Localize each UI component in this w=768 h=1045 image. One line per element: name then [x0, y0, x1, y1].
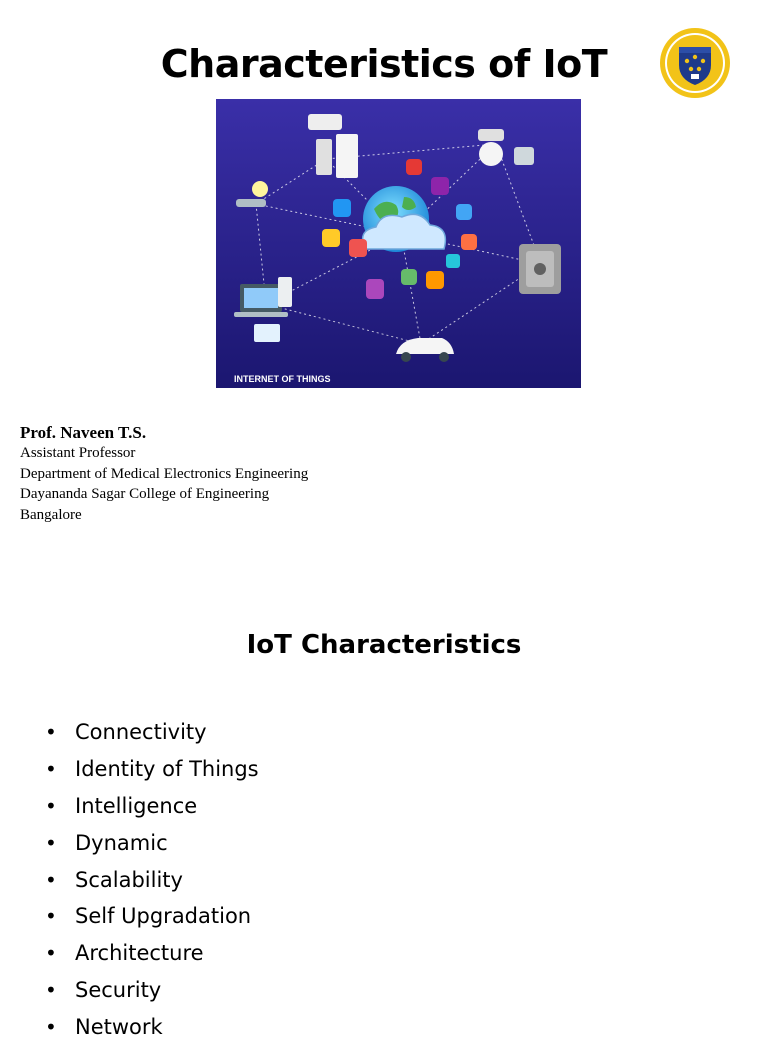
slide-2 — [0, 560, 768, 1039]
list-item: • Network — [45, 1014, 163, 1039]
author-designation: Assistant Professor — [20, 445, 136, 461]
author-department: Department of Medical Electronics Engineering — [20, 465, 309, 482]
author-college: Dayananda Sagar College of Engineering — [20, 486, 270, 502]
list-item: • Architecture — [45, 941, 204, 966]
list-item: • Dynamic — [45, 830, 168, 855]
characteristics-list — [45, 714, 259, 1045]
author-block — [20, 423, 308, 525]
author-city: Bangalore — [20, 506, 82, 523]
list-item: • Self Upgradation — [45, 904, 252, 929]
list-item: • Identity of Things — [45, 757, 259, 782]
list-item: • Intelligence — [45, 793, 198, 818]
list-item: • Scalability — [45, 867, 183, 892]
author-name: Prof. Naveen T.S. — [20, 423, 147, 442]
iot-network-illustration — [216, 99, 581, 388]
slide-heading: IoT Characteristics — [246, 630, 522, 660]
image-caption: INTERNET OF THINGS — [234, 374, 331, 384]
slide-title: Characteristics of IoT — [160, 42, 608, 86]
dayananda-sagar-crest-icon — [659, 27, 731, 99]
list-item: • Security — [45, 977, 162, 1002]
list-item: • Connectivity — [45, 720, 207, 745]
